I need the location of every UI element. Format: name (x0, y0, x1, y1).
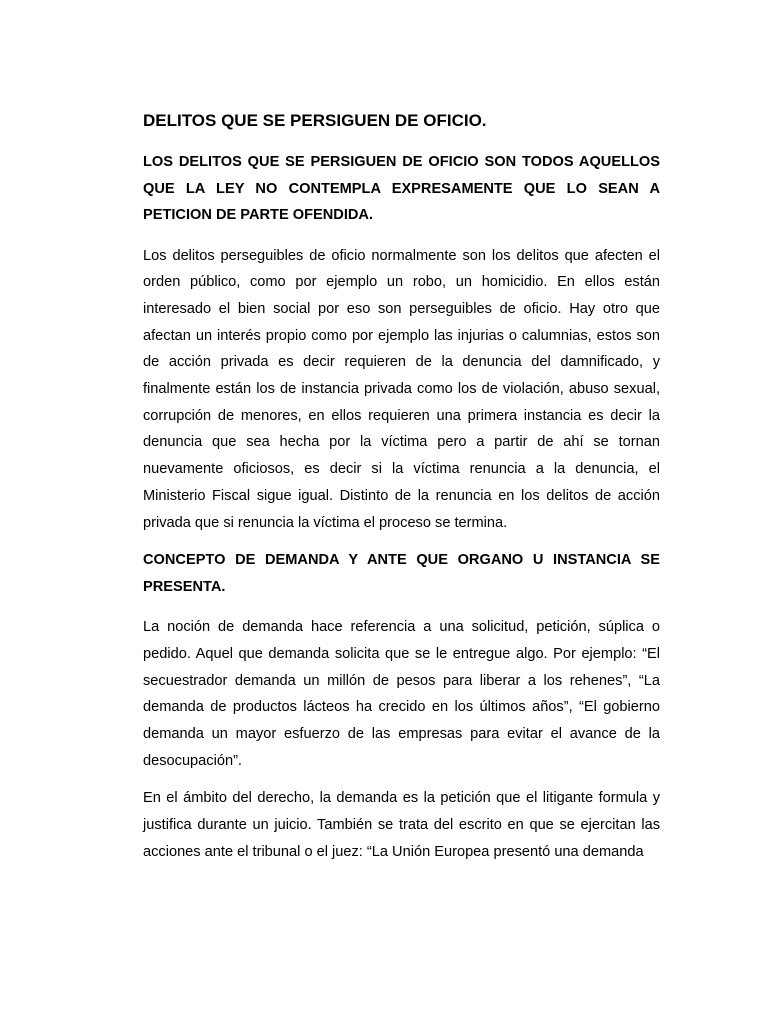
paragraph-nocion-demanda: La noción de demanda hace referencia a una solicitud, petición, súplica o pedido. Aquel que demanda solicita que se le entregue algo. Por ejemplo: “El secuestrador demanda un millón de pesos para liberar a los rehenes”, “La demanda de productos lácteos ha crecido en los últimos años”, “El gobierno demanda un mayor esfuerzo de las empresas para evitar el avance de la desocupación”. (143, 619, 660, 769)
document-title: DELITOS QUE SE PERSIGUEN DE OFICIO. (143, 111, 487, 130)
paragraph-demanda-derecho: En el ámbito del derecho, la demanda es la petición que el litigante formula y justifica durante un juicio. También se trata del escrito en que se ejercitan las acciones ante el tribunal o el juez: “La Unión Europea presentó una demanda (143, 790, 660, 860)
section-heading-concepto-demanda: CONCEPTO DE DEMANDA Y ANTE QUE ORGANO U INSTANCIA SE PRESENTA. (143, 552, 660, 595)
paragraph-delitos-de-oficio: Los delitos perseguibles de oficio normalmente son los delitos que afecten el orden público, como por ejemplo un robo, un homicidio. En ellos están interesado el bien social por eso son perseguibles de oficio. Hay otro que afectan un interés propio como por ejemplo las injurias o calumnias, estos son de acción privada es decir requieren de la denuncia del damnificado, y finalmente están los de instancia privada como los de violación, abuso sexual, corrupción de menores, en ellos requieren una primera instancia es decir la denuncia que sea hecha por la víctima pero a partir de ahí se tornan nuevamente oficiosos, es decir si la víctima renuncia a la denuncia, el Ministerio Fiscal sigue igual. Distinto de la renuncia en los delitos de acción privada que si renuncia la víctima el proceso se termina. (143, 247, 660, 531)
document-body (143, 108, 660, 877)
intro-heading: LOS DELITOS QUE SE PERSIGUEN DE OFICIO SON TODOS AQUELLOS QUE LA LEY NO CONTEMPLA EXPRESAMENTE QUE LO SEAN A PETICION DE PARTE OFENDIDA. (143, 154, 660, 223)
